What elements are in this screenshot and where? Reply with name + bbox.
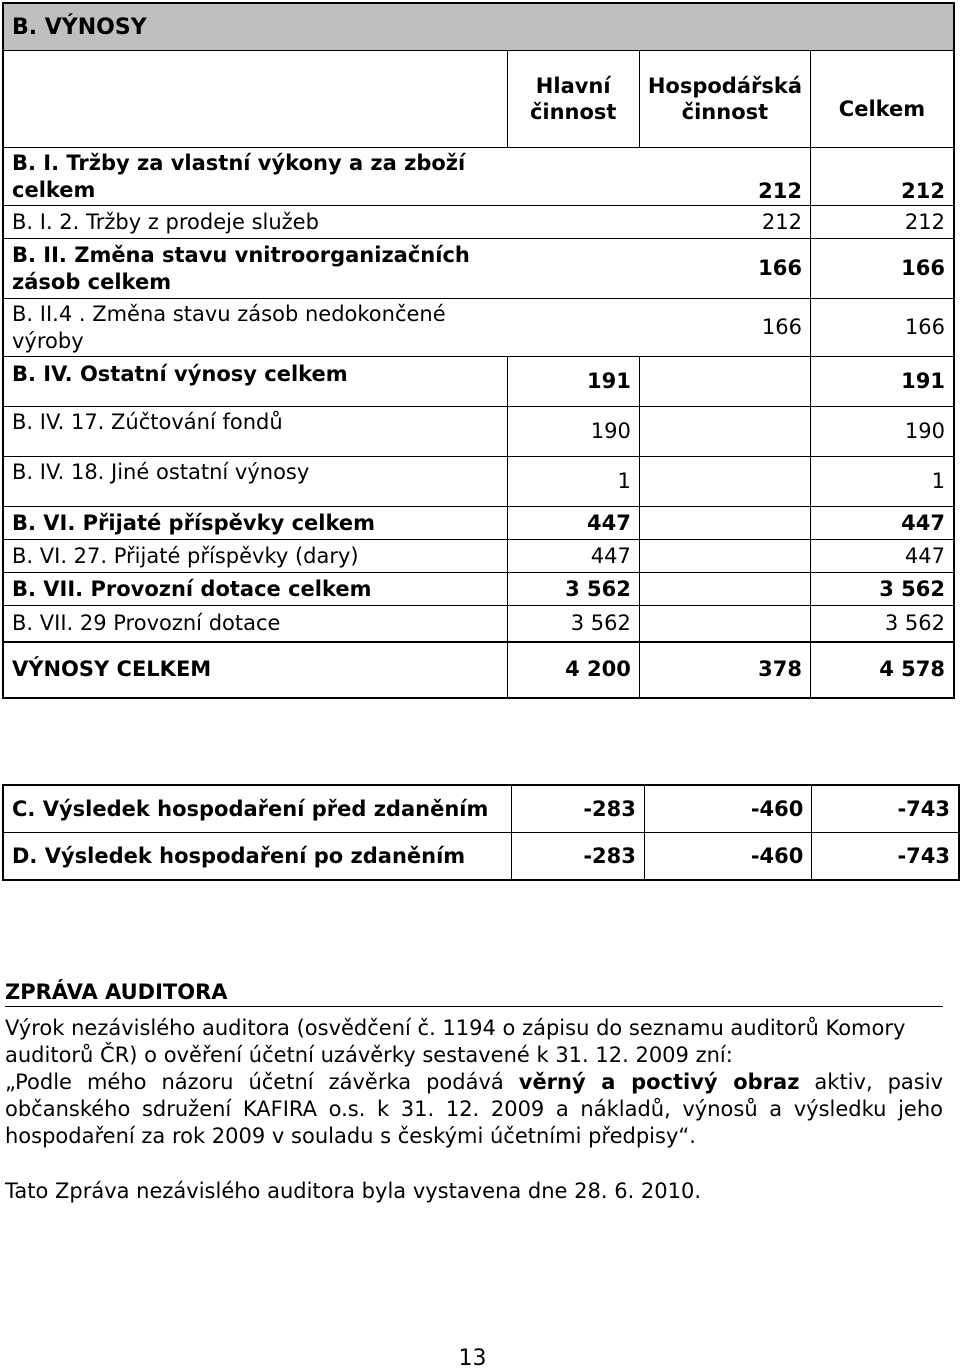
row-label: B. VI. 27. Přijaté příspěvky (dary) <box>3 540 507 573</box>
table-row <box>3 239 954 299</box>
table-row <box>3 299 954 357</box>
row-label: B. I. 2. Tržby z prodeje služeb <box>3 206 507 239</box>
row-label: B. VII. Provozní dotace celkem <box>3 573 507 606</box>
cell-hlavni: 190 <box>507 407 639 457</box>
row-label: B. IV. 18. Jiné ostatní výnosy <box>3 457 507 507</box>
cell-celkem: 190 <box>811 407 955 457</box>
cell-hosp: 166 <box>639 299 810 357</box>
revenue-table <box>2 2 955 699</box>
cell-hosp: 212 <box>639 206 810 239</box>
auditor-opinion: „Podle mého názoru účetní závěrka podává věrný a poctivý obraz aktiv, pasiv občanského sdružení KAFIRA o.s. k 31. 12. 2009 a nákladů, výnosů a výsledku jeho hospodaření za rok 2009 v souladu s českými účetními předpisy“. <box>5 1070 943 1148</box>
table-row <box>3 606 954 642</box>
cell-celkem: 191 <box>811 357 955 407</box>
cell-hlavni: 447 <box>507 540 639 573</box>
result-hlavni: -283 <box>512 833 645 881</box>
table-row <box>3 507 954 540</box>
cell-hlavni <box>507 206 639 239</box>
row-label: B. VII. 29 Provozní dotace <box>3 606 507 642</box>
cell-hosp <box>639 606 810 642</box>
total-hlavni: 4 200 <box>507 642 639 698</box>
cell-hlavni <box>507 299 639 357</box>
cell-hlavni: 1 <box>507 457 639 507</box>
table-row <box>3 206 954 239</box>
cell-hlavni <box>507 148 639 206</box>
table-row <box>3 785 959 833</box>
cell-celkem: 3 562 <box>811 573 955 606</box>
result-hosp: -460 <box>644 785 811 833</box>
header-celkem: Celkem <box>811 51 955 148</box>
table-row <box>3 540 954 573</box>
cell-hlavni: 191 <box>507 357 639 407</box>
section-title: B. VÝNOSY <box>3 3 954 51</box>
cell-hosp <box>639 457 810 507</box>
result-table <box>2 784 960 881</box>
row-label: B. II.4 . Změna stavu zásob nedokončené výroby <box>3 299 507 357</box>
result-celkem: -743 <box>812 833 959 881</box>
auditor-section <box>5 978 943 1205</box>
cell-celkem: 447 <box>811 507 955 540</box>
cell-hosp <box>639 573 810 606</box>
cell-celkem: 212 <box>811 148 955 206</box>
table-row <box>3 357 954 407</box>
cell-celkem: 3 562 <box>811 606 955 642</box>
result-celkem: -743 <box>812 785 959 833</box>
total-label: VÝNOSY CELKEM <box>3 642 507 698</box>
table-row <box>3 573 954 606</box>
row-label: B. II. Změna stavu vnitroorganizačních zásob celkem <box>3 239 507 299</box>
cell-hosp <box>639 407 810 457</box>
cell-hlavni: 3 562 <box>507 606 639 642</box>
page-number: 13 <box>458 1346 487 1371</box>
cell-celkem: 166 <box>811 239 955 299</box>
cell-hosp <box>639 540 810 573</box>
row-label: B. I. Tržby za vlastní výkony a za zboží celkem <box>3 148 507 206</box>
cell-hosp: 212 <box>639 148 810 206</box>
result-hosp: -460 <box>644 833 811 881</box>
header-hospodarska: Hospodářská činnost <box>639 51 810 148</box>
row-label: B. IV. Ostatní výnosy celkem <box>3 357 507 407</box>
header-hlavni: Hlavní činnost <box>507 51 639 148</box>
table-row <box>3 457 954 507</box>
total-row <box>3 642 954 698</box>
row-label: B. IV. 17. Zúčtování fondů <box>3 407 507 457</box>
table-row <box>3 833 959 881</box>
cell-hosp <box>639 357 810 407</box>
cell-celkem: 166 <box>811 299 955 357</box>
cell-hosp: 166 <box>639 239 810 299</box>
result-label: C. Výsledek hospodaření před zdaněním <box>3 785 512 833</box>
auditor-heading: ZPRÁVA AUDITORA <box>5 978 943 1007</box>
table-row <box>3 148 954 206</box>
auditor-date-note: Tato Zpráva nezávislého auditora byla vystavena dne 28. 6. 2010. <box>5 1179 702 1203</box>
total-celkem: 4 578 <box>811 642 955 698</box>
total-hosp: 378 <box>639 642 810 698</box>
cell-celkem: 212 <box>811 206 955 239</box>
auditor-intro: Výrok nezávislého auditora (osvědčení č. 1194 o zápisu do seznamu auditorů Komory auditorů ČR) o ověření účetní uzávěrky sestavené k 31. 12. 2009 zní: <box>5 1016 906 1067</box>
cell-hlavni: 447 <box>507 507 639 540</box>
cell-hlavni: 3 562 <box>507 573 639 606</box>
header-empty <box>3 51 507 148</box>
cell-hlavni <box>507 239 639 299</box>
cell-celkem: 447 <box>811 540 955 573</box>
cell-hosp <box>639 507 810 540</box>
cell-celkem: 1 <box>811 457 955 507</box>
result-label: D. Výsledek hospodaření po zdaněním <box>3 833 512 881</box>
table-row <box>3 407 954 457</box>
row-label: B. VI. Přijaté příspěvky celkem <box>3 507 507 540</box>
result-hlavni: -283 <box>512 785 645 833</box>
